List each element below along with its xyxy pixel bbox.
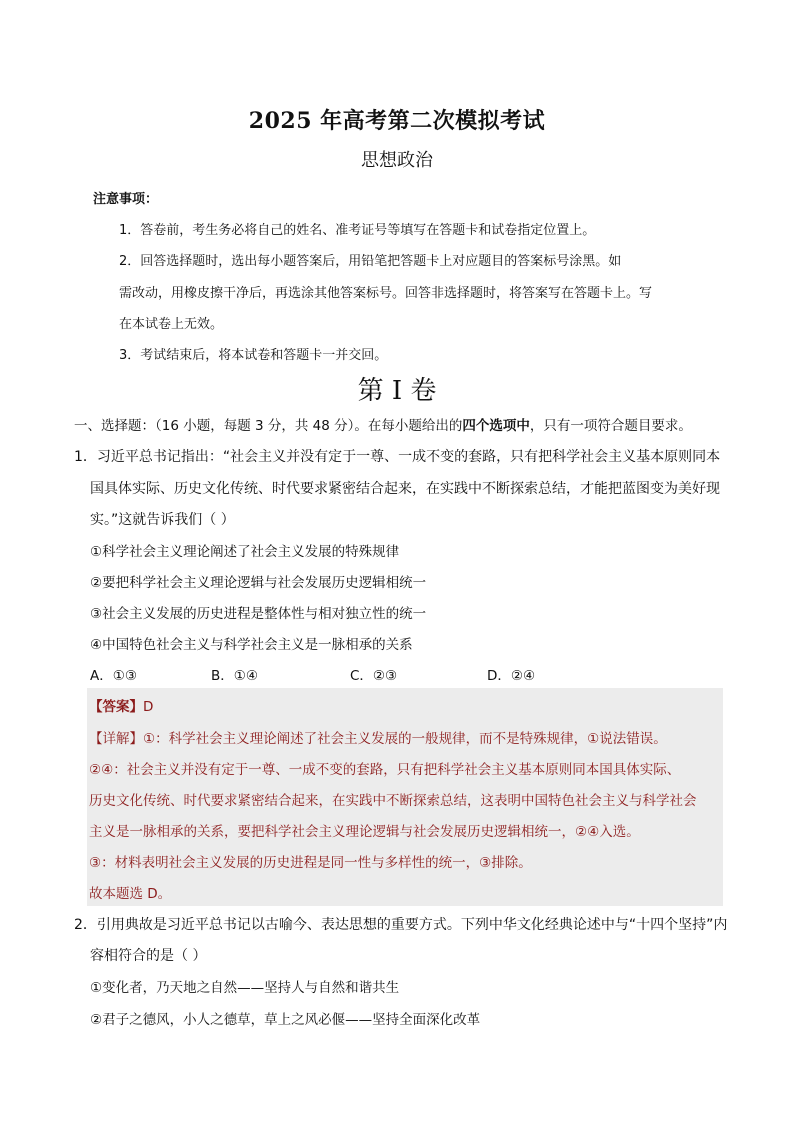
q1-stem-line: 1．习近平总书记指出：“社会主义并没有定于一尊、一成不变的套路，只有把科学社会主义基本原则同本 bbox=[74, 449, 721, 465]
section-bold: 四个选项中 bbox=[462, 418, 530, 434]
analysis-line: ③：材料表明社会主义发展的历史进程是同一性与多样性的统一，③排除。 bbox=[89, 855, 532, 871]
analysis-line: 历史文化传统、时代要求紧密结合起来，在实践中不断探索总结，这表明中国特色社会主义与科学社会 bbox=[89, 793, 697, 809]
note-line: 1．答卷前，考生务必将自己的姓名、准考证号等填写在答题卡和试卷指定位置上。 bbox=[119, 223, 596, 238]
analysis-line: 主义是一脉相承的关系，要把科学社会主义理论逻辑与社会发展历史逻辑相统一，②④入选。 bbox=[89, 824, 640, 840]
q1-option-b: B．①④ bbox=[211, 668, 258, 684]
exam-title: 2025 年高考第二次模拟考试 bbox=[248, 108, 546, 134]
volume-heading: 第 I 卷 bbox=[357, 376, 437, 406]
q1-option-a: A．①③ bbox=[90, 668, 137, 684]
note-line: 需改动，用橡皮擦干净后，再选涂其他答案标号。回答非选择题时，将答案写在答题卡上。写 bbox=[119, 286, 653, 301]
analysis-line: ②④：社会主义并没有定于一尊、一成不变的套路，只有把科学社会主义基本原则同本国具体实际、 bbox=[89, 762, 681, 778]
q1-option-c: C．②③ bbox=[350, 668, 398, 684]
analysis-line: 【详解】①：科学社会主义理论阐述了社会主义发展的一般规律，而不是特殊规律，①说法错误。 bbox=[89, 731, 667, 747]
notes-heading: 注意事项： bbox=[93, 192, 159, 207]
answer-value: D bbox=[143, 699, 154, 715]
answer-tag: 【答案】 bbox=[89, 699, 143, 715]
q1-statement: ②要把科学社会主义理论逻辑与社会发展历史逻辑相统一 bbox=[90, 575, 427, 591]
q1-stem-line: 实。”这就告诉我们（ ） bbox=[90, 512, 235, 528]
section-heading bbox=[74, 414, 692, 434]
q2-statement: ②君子之德风，小人之德草，草上之风必偃——坚持全面深化改革 bbox=[90, 1012, 481, 1028]
note-line: 在本试卷上无效。 bbox=[119, 317, 224, 332]
q1-stem-line: 国具体实际、历史文化传统、时代要求紧密结合起来，在实践中不断探索总结，才能把蓝图变为美好现 bbox=[90, 481, 720, 497]
answer-line bbox=[89, 695, 153, 715]
exam-subject: 思想政治 bbox=[361, 150, 433, 171]
section-intro: 一、选择题：（16 小题，每题 3 分，共 48 分）。在每小题给出的 bbox=[74, 418, 463, 434]
analysis-line: 故本题选 D。 bbox=[89, 886, 172, 902]
note-line: 3．考试结束后，将本试卷和答题卡一并交回。 bbox=[119, 348, 388, 363]
q1-statement: ④中国特色社会主义与科学社会主义是一脉相承的关系 bbox=[90, 637, 413, 653]
q1-option-d: D．②④ bbox=[487, 668, 536, 684]
q2-statement: ①变化者，乃天地之自然——坚持人与自然和谐共生 bbox=[90, 980, 400, 996]
q1-statement: ③社会主义发展的历史进程是整体性与相对独立性的统一 bbox=[90, 606, 427, 622]
note-line: 2．回答选择题时，选出每小题答案后，用铅笔把答题卡上对应题目的答案标号涂黑。如 bbox=[119, 254, 622, 269]
q2-stem-line: 容相符合的是（ ） bbox=[90, 948, 207, 964]
q1-statement: ①科学社会主义理论阐述了社会主义发展的特殊规律 bbox=[90, 544, 400, 560]
q2-stem-line: 2．引用典故是习近平总书记以古喻今、表达思想的重要方式。下列中华文化经典论述中与“十四个坚持”内 bbox=[74, 917, 728, 933]
section-tail: ，只有一项符合题目要求。 bbox=[529, 418, 692, 434]
